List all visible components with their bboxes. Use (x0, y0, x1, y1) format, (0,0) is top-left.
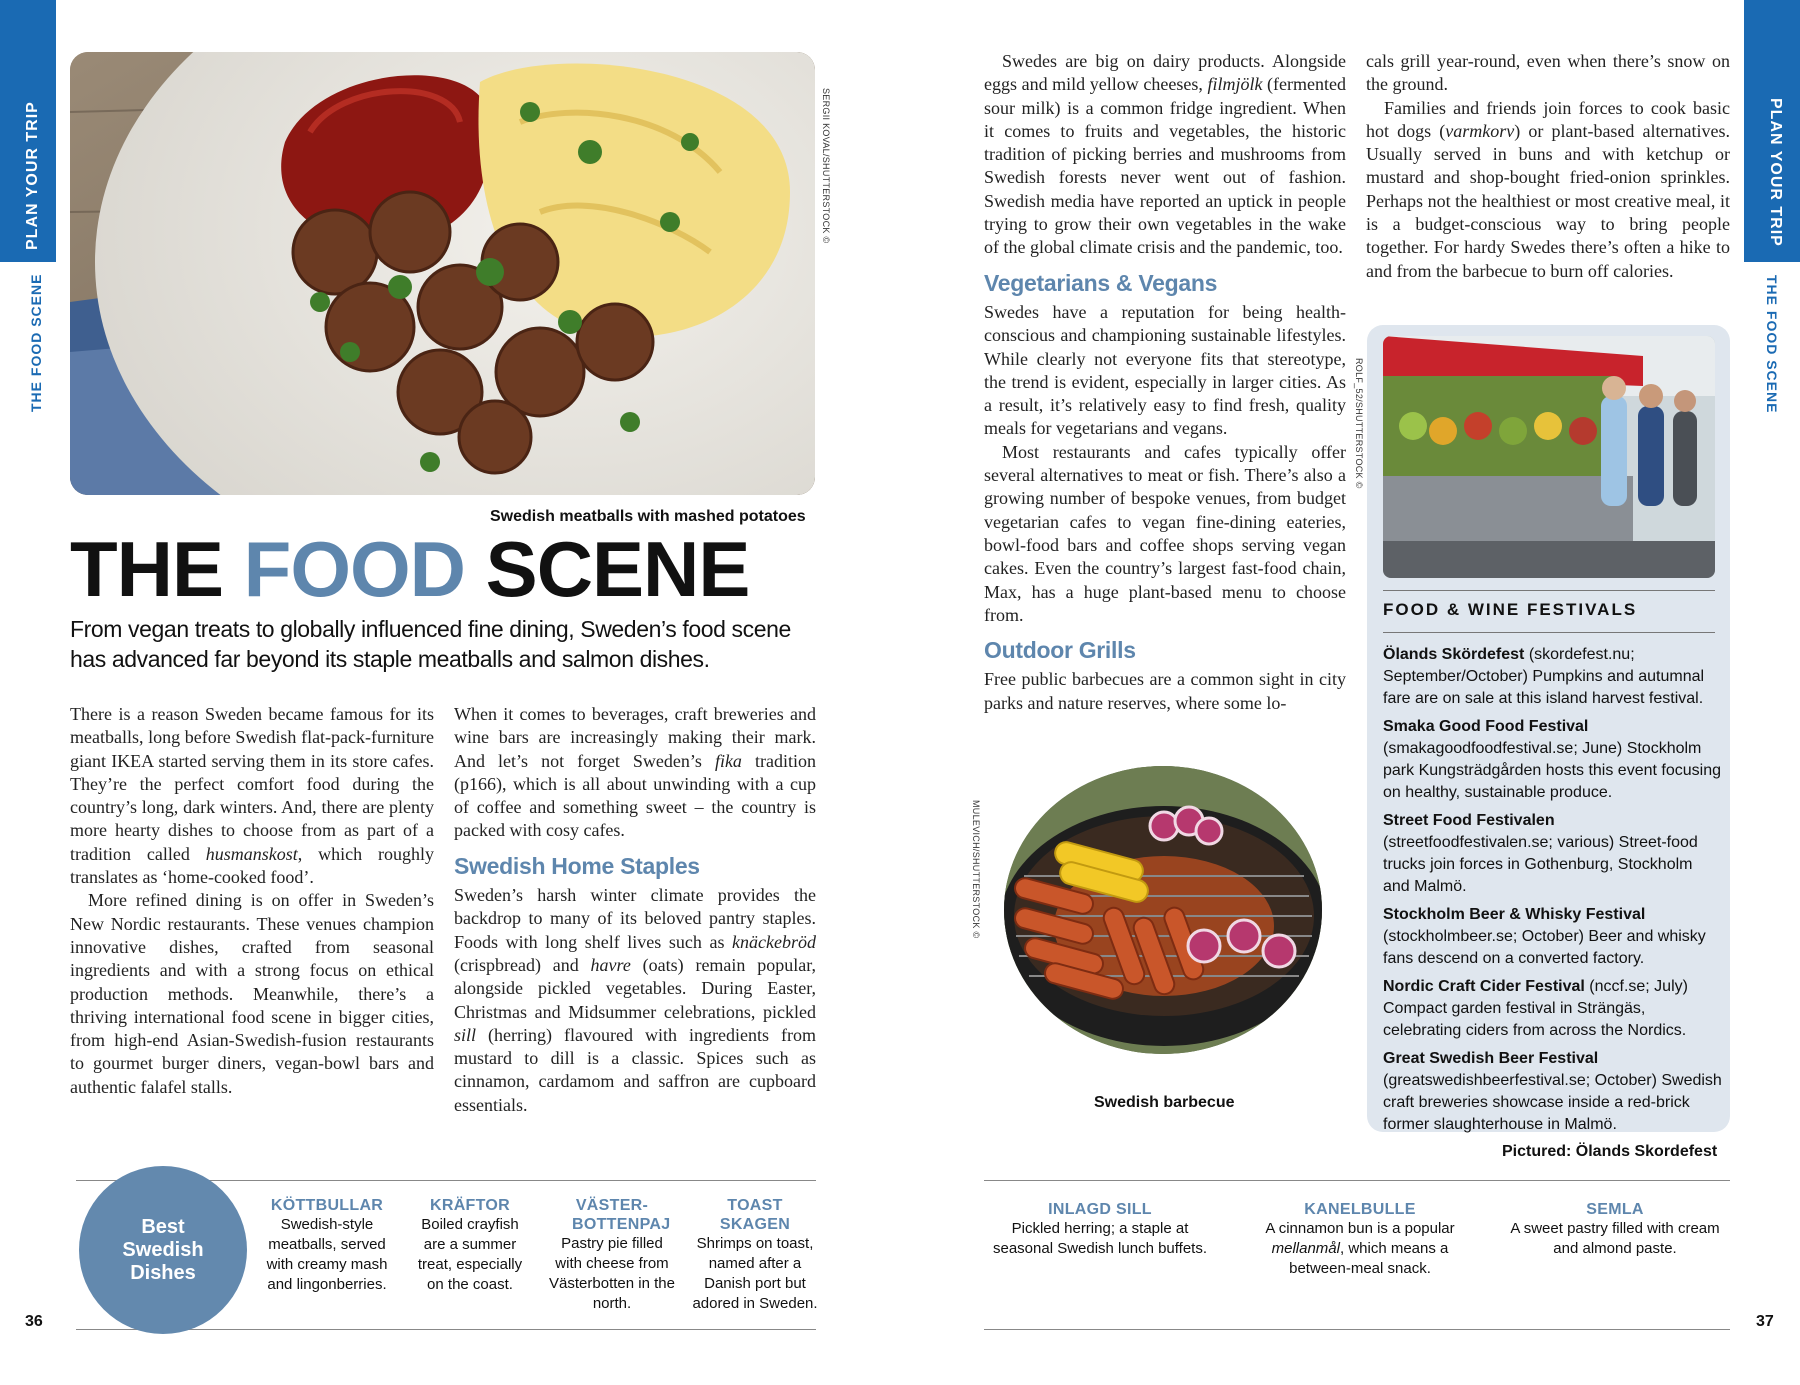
festival-item: Ölands Skördefest (skordefest.nu; September/October) Pumpkins and autumnal fare are on sale at this island harvest festival. (1383, 646, 1705, 707)
body-column-1 (70, 703, 434, 1099)
market-photo-credit: ROLF_52/SHUTTERSTOCK © (1354, 358, 1364, 489)
dish-kottbullar: KÖTTBULLAR Swedish-style meatballs, served with creamy mash and lingonberries. (266, 1197, 388, 1293)
col4-paragraph-1: cals grill year-round, even when there’s snow on the ground. (1366, 51, 1730, 95)
meatball-plate-illustration (70, 52, 815, 495)
festival-item: Nordic Craft Cider Festival (nccf.se; July) Compact garden festival in Strängäs, celebrating ciders from across the Nordics. (1383, 978, 1688, 1039)
col2-paragraph-2: Sweden’s harsh winter climate provides the backdrop to many of its beloved pantry staples. Foods with long shelf lives such as knäckebröd (crispbread) and havre (oats) remain popular, alongside pickled vegetables. During Easter, Christmas and Midsummer celebrations, pickled sill (herring) flavoured with ingredients from mustard to dill is a classic. Spices such as cinnamon, cardamom and saffron are cupboard essentials. (454, 885, 816, 1115)
col4-paragraph-2: Families and friends join forces to cook basic hot dogs (varmkorv) or plant-based alternatives. Usually served in buns and with ketchup or mustard and shop-bought fried-onion sprinkles. Perhaps not the healthiest or most creative meal, it is a budget-conscious way to bring people together. For hardy Swedes there’s often a hike to and from the barbecue to burn off calories. (1366, 97, 1731, 281)
page-number-left: 36 (25, 1313, 43, 1330)
barbecue-grill-illustration (1004, 766, 1322, 1054)
subhead-outdoor-grills: Outdoor Grills (984, 637, 1136, 664)
title-part-scene: SCENE (465, 525, 750, 613)
col3-paragraph-1: Swedes are big on dairy products. Alongside eggs and mild yellow cheeses, filmjölk (fermented sour milk) is a common fridge ingredient. When it comes to fruits and vegetables, the historic tradition of picking berries and mushrooms from Swedish forests never went out of fashion. Swedish media have reported an uptick in people trying to grow their own vegetables in the wake of the global climate crisis and the pandemic, too. (984, 51, 1347, 258)
col1-paragraph-2: More refined dining is on offer in Sweden’s New Nordic restaurants. These venues champion innovative dishes, crafted from seasonal ingredients and with a strong focus on ethical production methods. Meanwhile, there’s a thriving international food scene in bigger cities, from high-end Asian-Swedish-fusion restaurants to gourmet burger diners, vegan-bowl bars and authentic falafel stalls. (70, 890, 434, 1097)
festival-item: Smaka Good Food Festival (smakagoodfoodfestival.se; June) Stockholm park Kungsträdgården hosts this event focusing on healthy, sustainable produce. (1383, 718, 1721, 801)
left-tab-food-scene: THE FOOD SCENE (28, 273, 44, 412)
right-tab-plan-your-trip: PLAN YOUR TRIP (1767, 98, 1784, 247)
market-stall-photo (1383, 336, 1715, 578)
dish-inlagd-sill: INLAGD SILL Pickled herring; a staple at seasonal Swedish lunch buffets. (992, 1201, 1208, 1257)
col3-paragraph-3: Most restaurants and cafes typically offer several alternatives to meat or fish. There’s also a growing number of bespoke venues, from budget vegetarian cafes to vegan fine-dining eateries, bowl-food bars and coffee shops serving vegan cakes. Even the country’s largest fast-food chain, Max, has a huge plant-based menu to choose from. (984, 441, 1346, 625)
meatball-plate-photo (70, 52, 815, 495)
festivals-rule-bottom (1383, 632, 1715, 633)
title-part-food: FOOD (243, 525, 465, 613)
pictured-caption: Pictured: Ölands Skordefest (1502, 1143, 1718, 1160)
bbq-photo-credit: MULEVICH/SHUTTERSTOCK © (971, 800, 981, 939)
dish-kraftor: KRÄFTOR Boiled crayfish are a summer treat, especially on the coast. (417, 1197, 523, 1293)
body-column-3 (984, 50, 1346, 715)
body-column-4 (1366, 50, 1730, 283)
page-title (70, 524, 749, 614)
festivals-rule-top (1383, 590, 1715, 591)
dishes-rule-top-right (984, 1180, 1730, 1181)
hero-caption: Swedish meatballs with mashed potatoes (490, 508, 806, 525)
col1-paragraph-1: There is a reason Sweden became famous for its meatballs, long before Swedish flat-pack-furniture giant IKEA started serving them in its store cafes. They’re the perfect comfort food during the country’s long, dark winters. And, there are plenty more hearty dishes to choose from as part of a tradition called husmanskost, which roughly translates as ‘home-cooked food’. (70, 704, 434, 888)
col3-paragraph-4: Free public barbecues are a common sight in city parks and nature reserves, where some lo- (984, 669, 1346, 713)
left-tab-plan-your-trip: PLAN YOUR TRIP (24, 101, 41, 250)
bbq-caption: Swedish barbecue (1094, 1094, 1235, 1111)
hero-photo-credit: SERGII KOVAL/SHUTTERSTOCK © (821, 88, 831, 244)
dish-kanelbulle: KANELBULLE A cinnamon bun is a popular mellanmål, which means a between-meal snack. (1265, 1201, 1455, 1277)
col3-paragraph-2: Swedes have a reputation for being health-conscious and championing sustainable lifestyles. While clearly not everyone fits that stereotype, the trend is evident, especially in larger cities. As a result, it’s relatively easy to find fresh, quality meals for vegetarians and vegans. (984, 301, 1346, 439)
dish-vasterbottenpaj: VÄSTER-BOTTENPAJ Pastry pie filled with cheese from Västerbotten in the north. (549, 1197, 675, 1312)
title-part-the: THE (70, 525, 244, 613)
dish-semla: SEMLA A sweet pastry filled with cream and almond paste. (1510, 1201, 1720, 1257)
right-tab-food-scene: THE FOOD SCENE (1764, 275, 1780, 414)
barbecue-grill-photo (1004, 766, 1322, 1054)
intro-standfirst: From vegan treats to globally influenced fine dining, Sweden’s food scene has advanced far beyond its staple meatballs and salmon dishes. (70, 616, 791, 672)
subhead-vegetarians-vegans: Vegetarians & Vegans (984, 269, 1218, 296)
festival-item: Stockholm Beer & Whisky Festival (stockholmbeer.se; October) Beer and whisky fans descend on a converted factory. (1383, 906, 1706, 967)
subhead-home-staples: Swedish Home Staples (454, 852, 700, 879)
body-column-2 (454, 703, 816, 1117)
market-stall-illustration (1383, 336, 1715, 578)
col2-paragraph-1: When it comes to beverages, craft breweries and wine bars are increasingly making their mark. And let’s not forget Sweden’s fika tradition (p166), which is all about unwinding with a cup of coffee and something sweet – the country is packed with cosy cafes. (454, 704, 816, 841)
festival-item: Street Food Festivalen (streetfoodfestivalen.se; various) Street-food trucks join forces in Gothenburg, Stockholm and Malmö. (1383, 812, 1698, 895)
dishes-rule-bottom-right (984, 1329, 1730, 1330)
festivals-list (1383, 644, 1723, 1142)
dish-toast-skagen: TOAST SKAGEN Shrimps on toast, named after a Danish port but adored in Sweden. (692, 1197, 818, 1312)
best-dishes-badge: Best Swedish Dishes (79, 1166, 247, 1334)
page-number-right: 37 (1756, 1313, 1774, 1330)
festivals-heading: FOOD & WINE FESTIVALS (1383, 600, 1638, 619)
festival-item: Great Swedish Beer Festival (greatswedishbeerfestival.se; October) Swedish craft breweries showcase inside a red-brick former slaughterhouse in Malmö. (1383, 1050, 1722, 1133)
